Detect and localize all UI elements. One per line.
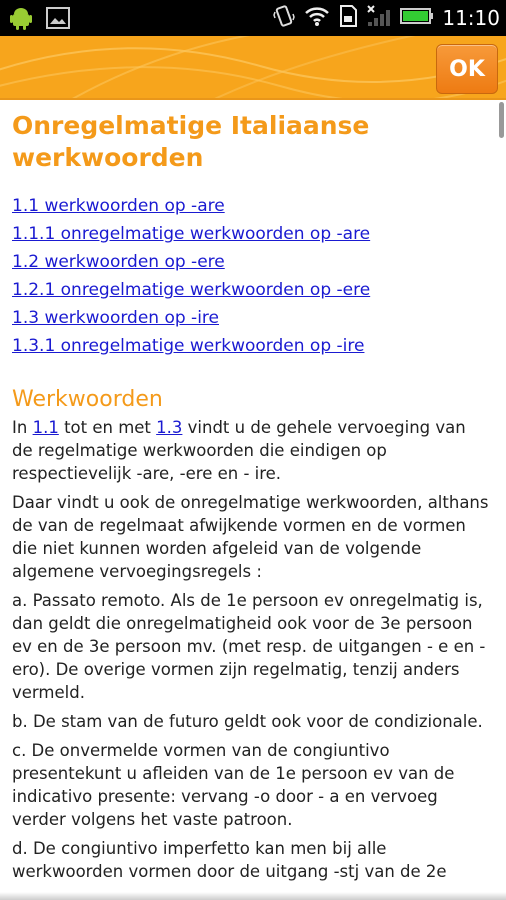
toc-link[interactable]: 1.2 werkwoorden op -ere	[12, 252, 225, 272]
paragraph	[12, 416, 490, 485]
section-link[interactable]: 1.1	[32, 418, 59, 437]
android-icon	[10, 6, 32, 34]
ok-button[interactable]: OK	[436, 44, 498, 94]
toc-link[interactable]: 1.3.1 onregelmatige werkwoorden op -ire	[12, 336, 365, 356]
paragraph: Daar vindt u ook de onregelmatige werkwoorden, althans de van de regelmaat afwijkende vormen en de vormen die niet kunnen worden afgeleid van de volgende algemene vervoegingsregels :	[12, 493, 489, 581]
toc-link[interactable]: 1.1.1 onregelmatige werkwoorden op -are	[12, 224, 371, 244]
article	[12, 98, 490, 889]
toc-link[interactable]: 1.3 werkwoorden op -ire	[12, 308, 219, 328]
app-bar-background-decoration	[0, 36, 506, 98]
toc-item	[12, 332, 490, 360]
toc-item	[12, 220, 490, 248]
paragraph: a. Passato remoto. Als de 1e persoon ev onregelmatig is, dan geldt die onregelmatigheid ook voor de 3e persoon ev en de 3e persoon mv. (met resp. de uitgangen - e en - ero). De overige vormen zijn regelmatig, tenzij anders vermeld.	[12, 591, 486, 702]
toc-item	[12, 276, 490, 304]
table-of-contents	[12, 192, 490, 360]
paragraph-text: In	[12, 418, 33, 437]
wifi-icon	[304, 5, 330, 31]
vibrate-icon	[272, 4, 296, 32]
app-bar	[0, 36, 506, 100]
bottom-edge-shadow	[0, 892, 506, 900]
toc-item	[12, 304, 490, 332]
status-bar	[0, 0, 506, 36]
battery-icon	[400, 6, 434, 30]
image-icon	[46, 7, 70, 33]
page-title: Onregelmatige Italiaanse werkwoorden	[12, 111, 370, 172]
signal-icon	[366, 4, 392, 32]
toc-item	[12, 192, 490, 220]
paragraph: c. De onvermelde vormen van de congiuntivo presentekunt u afleiden van de 1e persoon ev van de indicativo presente: vervang -o door - a en vervoeg verder volgens het vaste patroon.	[12, 741, 455, 829]
clock: 11:10	[442, 6, 500, 30]
paragraph: b. De stam van de futuro geldt ook voor de condizionale.	[12, 712, 483, 731]
paragraph-text: vindt u de gehele vervoeging van de regelmatige werkwoorden die eindigen op respectievelijk -are, -ere en - ire.	[12, 418, 466, 483]
toc-link[interactable]: 1.1 werkwoorden op -are	[12, 196, 225, 216]
toc-link[interactable]: 1.2.1 onregelmatige werkwoorden op -ere	[12, 280, 371, 300]
section-heading: Werkwoorden	[12, 387, 163, 412]
paragraph-text: tot en met	[58, 418, 157, 437]
scrollbar[interactable]	[499, 102, 504, 138]
section-link[interactable]: 1.3	[156, 418, 183, 437]
sd-card-icon	[338, 4, 358, 32]
toc-item	[12, 248, 490, 276]
paragraph: d. De congiuntivo imperfetto kan men bij alle werkwoorden vormen door de uitgang -stj van de 2e	[12, 839, 447, 881]
